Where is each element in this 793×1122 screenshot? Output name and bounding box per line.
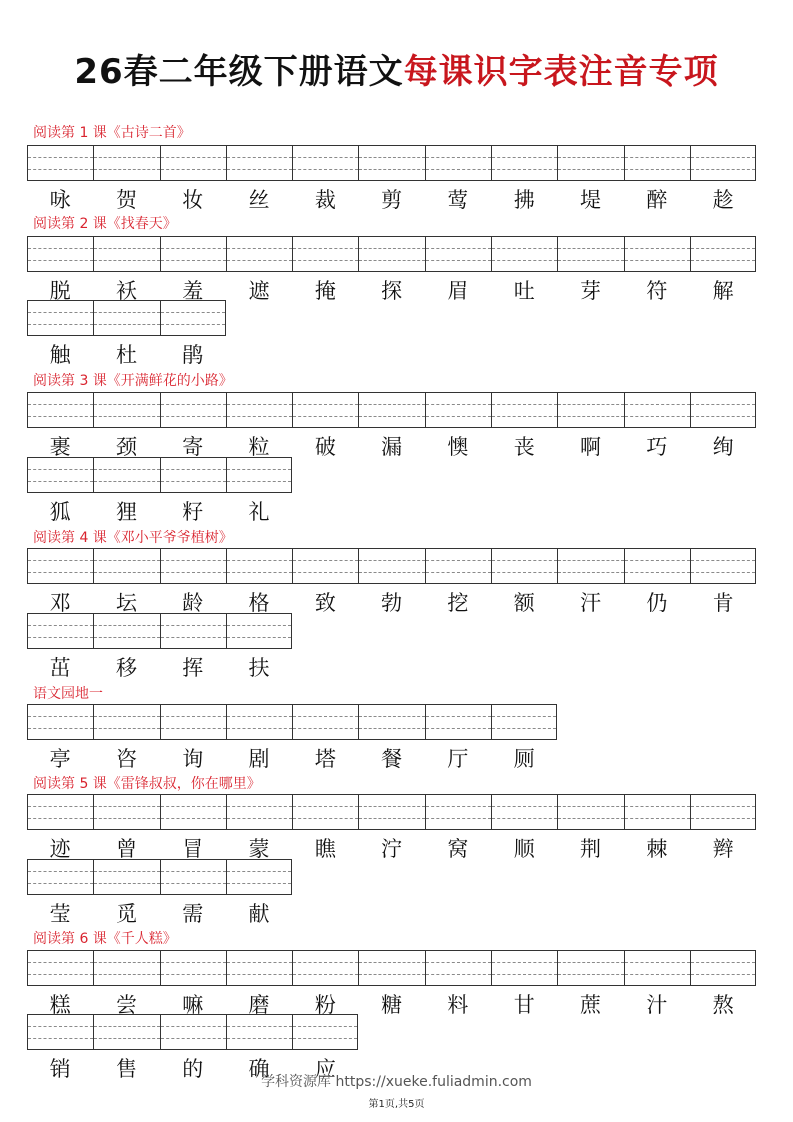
hanzi-character: 袄	[115, 279, 137, 303]
character-row	[27, 498, 292, 526]
pinyin-box[interactable]	[425, 236, 491, 272]
pinyin-box[interactable]	[226, 236, 292, 272]
pinyin-box[interactable]	[358, 236, 424, 272]
hanzi-character: 献	[248, 902, 270, 926]
pinyin-box[interactable]	[226, 392, 292, 428]
hanzi-character: 挖	[447, 591, 469, 615]
hanzi-character: 格	[248, 591, 270, 615]
hanzi-character: 漏	[381, 435, 403, 459]
hanzi-character: 荆	[580, 837, 602, 861]
hanzi-character: 莺	[447, 188, 469, 212]
hanzi-character: 勃	[381, 591, 403, 615]
hanzi-character: 蒙	[248, 837, 270, 861]
pinyin-grid-row	[27, 145, 756, 181]
hanzi-character: 贺	[115, 188, 137, 212]
pinyin-grid-row	[27, 1014, 358, 1050]
hanzi-character: 甘	[513, 993, 535, 1017]
pinyin-box[interactable]	[491, 548, 557, 584]
footer-source: 学科资源库 https://xueke.fuliadmin.com	[261, 1074, 532, 1090]
hanzi-character: 嘛	[182, 993, 204, 1017]
hanzi-character: 确	[248, 1057, 270, 1081]
pinyin-box[interactable]	[491, 704, 557, 740]
hanzi-character: 厅	[447, 747, 469, 771]
hanzi-character: 趁	[712, 188, 734, 212]
hanzi-character: 寄	[182, 435, 204, 459]
pinyin-box[interactable]	[160, 704, 226, 740]
hanzi-character: 籽	[182, 500, 204, 524]
section-heading: 阅读第 1 课《古诗二首》	[33, 125, 191, 141]
pinyin-box[interactable]	[27, 457, 93, 493]
hanzi-character: 醉	[646, 188, 668, 212]
pinyin-box[interactable]	[292, 704, 358, 740]
hanzi-character: 绚	[712, 435, 734, 459]
pinyin-box[interactable]	[358, 145, 424, 181]
pinyin-box[interactable]	[27, 236, 93, 272]
hanzi-character: 汁	[646, 993, 668, 1017]
hanzi-character: 遮	[248, 279, 270, 303]
pinyin-box[interactable]	[226, 704, 292, 740]
pinyin-box[interactable]	[27, 859, 93, 895]
pinyin-box[interactable]	[358, 704, 424, 740]
pinyin-box[interactable]	[292, 548, 358, 584]
character-row	[27, 745, 557, 773]
page-number: 第1页,共5页	[368, 1099, 425, 1110]
hanzi-character: 吐	[513, 279, 535, 303]
hanzi-character: 丝	[248, 188, 270, 212]
pinyin-box[interactable]	[690, 950, 756, 986]
pinyin-box[interactable]	[358, 950, 424, 986]
hanzi-character: 脱	[49, 279, 71, 303]
pinyin-grid-row	[27, 392, 756, 428]
character-row	[27, 654, 292, 682]
pinyin-box[interactable]	[160, 859, 226, 895]
hanzi-character: 咏	[49, 188, 71, 212]
hanzi-character: 仍	[646, 591, 668, 615]
pinyin-box[interactable]	[292, 236, 358, 272]
hanzi-character: 挥	[182, 656, 204, 680]
pinyin-box[interactable]	[425, 794, 491, 830]
pinyin-box[interactable]	[93, 548, 159, 584]
hanzi-character: 磨	[248, 993, 270, 1017]
hanzi-character: 迹	[49, 837, 71, 861]
pinyin-box[interactable]	[226, 548, 292, 584]
pinyin-box[interactable]	[491, 236, 557, 272]
hanzi-character: 塔	[314, 747, 336, 771]
hanzi-character: 移	[115, 656, 137, 680]
pinyin-box[interactable]	[491, 950, 557, 986]
hanzi-character: 糕	[49, 993, 71, 1017]
pinyin-box[interactable]	[226, 145, 292, 181]
pinyin-box[interactable]	[557, 548, 623, 584]
hanzi-character: 坛	[115, 591, 137, 615]
hanzi-character: 餐	[381, 747, 403, 771]
hanzi-character: 符	[646, 279, 668, 303]
hanzi-character: 销	[49, 1057, 71, 1081]
pinyin-box[interactable]	[93, 145, 159, 181]
pinyin-box[interactable]	[690, 145, 756, 181]
pinyin-box[interactable]	[425, 704, 491, 740]
hanzi-character: 狐	[49, 500, 71, 524]
hanzi-character: 杜	[115, 343, 137, 367]
pinyin-box[interactable]	[93, 236, 159, 272]
hanzi-character: 裁	[314, 188, 336, 212]
pinyin-box[interactable]	[93, 1014, 159, 1050]
pinyin-grid-row	[27, 236, 756, 272]
hanzi-character: 狸	[115, 500, 137, 524]
hanzi-character: 的	[182, 1057, 204, 1081]
pinyin-box[interactable]	[624, 392, 690, 428]
hanzi-character: 芽	[580, 279, 602, 303]
pinyin-grid-row	[27, 300, 226, 336]
pinyin-box[interactable]	[624, 950, 690, 986]
hanzi-character: 需	[182, 902, 204, 926]
hanzi-character: 裹	[49, 435, 71, 459]
pinyin-box[interactable]	[226, 457, 292, 493]
pinyin-grid-row	[27, 548, 756, 584]
hanzi-character: 熬	[712, 993, 734, 1017]
section-heading: 阅读第 3 课《开满鲜花的小路》	[33, 373, 233, 389]
hanzi-character: 亭	[49, 747, 71, 771]
section-heading: 语文园地一	[33, 686, 103, 702]
hanzi-character: 致	[314, 591, 336, 615]
pinyin-box[interactable]	[557, 392, 623, 428]
page-title	[0, 44, 793, 93]
pinyin-box[interactable]	[93, 392, 159, 428]
hanzi-character: 堤	[580, 188, 602, 212]
section-heading: 阅读第 5 课《雷锋叔叔，你在哪里》	[33, 776, 261, 792]
hanzi-character: 询	[182, 747, 204, 771]
hanzi-character: 糖	[381, 993, 403, 1017]
section-heading: 阅读第 4 课《邓小平爷爷植树》	[33, 530, 233, 546]
hanzi-character: 辫	[712, 837, 734, 861]
pinyin-box[interactable]	[690, 392, 756, 428]
hanzi-character: 莹	[49, 902, 71, 926]
pinyin-box[interactable]	[624, 145, 690, 181]
hanzi-character: 扶	[248, 656, 270, 680]
pinyin-box[interactable]	[226, 794, 292, 830]
pinyin-box[interactable]	[27, 1014, 93, 1050]
hanzi-character: 咨	[115, 747, 137, 771]
pinyin-box[interactable]	[27, 145, 93, 181]
pinyin-grid-row	[27, 457, 292, 493]
hanzi-character: 丧	[513, 435, 535, 459]
pinyin-box[interactable]	[226, 950, 292, 986]
pinyin-box[interactable]	[226, 1014, 292, 1050]
hanzi-character: 剧	[248, 747, 270, 771]
pinyin-box[interactable]	[624, 236, 690, 272]
pinyin-box[interactable]	[160, 457, 226, 493]
pinyin-grid-row	[27, 950, 756, 986]
pinyin-box[interactable]	[491, 392, 557, 428]
pinyin-box[interactable]	[160, 145, 226, 181]
hanzi-character: 曾	[115, 837, 137, 861]
hanzi-character: 妆	[182, 188, 204, 212]
hanzi-character: 料	[447, 993, 469, 1017]
pinyin-box[interactable]	[160, 950, 226, 986]
pinyin-box[interactable]	[690, 236, 756, 272]
pinyin-grid-row	[27, 794, 756, 830]
pinyin-box[interactable]	[160, 1014, 226, 1050]
pinyin-box[interactable]	[160, 794, 226, 830]
section-heading: 阅读第 6 课《千人糕》	[33, 931, 177, 947]
pinyin-box[interactable]	[93, 859, 159, 895]
hanzi-character: 应	[314, 1057, 336, 1081]
hanzi-character: 邓	[49, 591, 71, 615]
pinyin-box[interactable]	[292, 1014, 358, 1050]
pinyin-box[interactable]	[358, 794, 424, 830]
pinyin-grid-row	[27, 859, 292, 895]
pinyin-box[interactable]	[160, 613, 226, 649]
title-part2: 每课识字表注音专项	[403, 52, 719, 92]
pinyin-box[interactable]	[226, 859, 292, 895]
hanzi-character: 解	[712, 279, 734, 303]
pinyin-box[interactable]	[292, 145, 358, 181]
hanzi-character: 窝	[447, 837, 469, 861]
pinyin-box[interactable]	[292, 950, 358, 986]
pinyin-box[interactable]	[557, 236, 623, 272]
pinyin-box[interactable]	[27, 950, 93, 986]
pinyin-box[interactable]	[93, 300, 159, 336]
character-row	[27, 186, 756, 214]
pinyin-box[interactable]	[425, 548, 491, 584]
hanzi-character: 粒	[248, 435, 270, 459]
hanzi-character: 眉	[447, 279, 469, 303]
hanzi-character: 触	[49, 343, 71, 367]
pinyin-box[interactable]	[27, 704, 93, 740]
pinyin-box[interactable]	[93, 794, 159, 830]
pinyin-box[interactable]	[690, 794, 756, 830]
pinyin-box[interactable]	[624, 794, 690, 830]
hanzi-character: 剪	[381, 188, 403, 212]
hanzi-character: 巧	[646, 435, 668, 459]
hanzi-character: 啊	[580, 435, 602, 459]
hanzi-character: 羞	[182, 279, 204, 303]
pinyin-box[interactable]	[93, 613, 159, 649]
pinyin-box[interactable]	[292, 392, 358, 428]
pinyin-box[interactable]	[160, 392, 226, 428]
pinyin-box[interactable]	[27, 392, 93, 428]
hanzi-character: 粉	[314, 993, 336, 1017]
pinyin-box[interactable]	[690, 548, 756, 584]
hanzi-character: 蔗	[580, 993, 602, 1017]
character-row	[27, 341, 226, 369]
hanzi-character: 尝	[115, 993, 137, 1017]
pinyin-box[interactable]	[491, 794, 557, 830]
pinyin-box[interactable]	[292, 794, 358, 830]
pinyin-grid-row	[27, 613, 292, 649]
hanzi-character: 厕	[513, 747, 535, 771]
hanzi-character: 颈	[115, 435, 137, 459]
pinyin-box[interactable]	[27, 548, 93, 584]
pinyin-box[interactable]	[557, 145, 623, 181]
hanzi-character: 鹃	[182, 343, 204, 367]
pinyin-box[interactable]	[27, 300, 93, 336]
pinyin-box[interactable]	[557, 794, 623, 830]
pinyin-box[interactable]	[358, 392, 424, 428]
hanzi-character: 泞	[381, 837, 403, 861]
hanzi-character: 龄	[182, 591, 204, 615]
hanzi-character: 冒	[182, 837, 204, 861]
pinyin-box[interactable]	[624, 548, 690, 584]
pinyin-grid-row	[27, 704, 557, 740]
hanzi-character: 额	[513, 591, 535, 615]
pinyin-box[interactable]	[491, 145, 557, 181]
pinyin-box[interactable]	[226, 613, 292, 649]
pinyin-box[interactable]	[358, 548, 424, 584]
hanzi-character: 觅	[115, 902, 137, 926]
pinyin-box[interactable]	[160, 236, 226, 272]
hanzi-character: 拂	[513, 188, 535, 212]
pinyin-box[interactable]	[93, 704, 159, 740]
hanzi-character: 售	[115, 1057, 137, 1081]
section-heading: 阅读第 2 课《找春天》	[33, 216, 177, 232]
hanzi-character: 掩	[314, 279, 336, 303]
pinyin-box[interactable]	[425, 950, 491, 986]
hanzi-character: 瞧	[314, 837, 336, 861]
character-row	[27, 900, 292, 928]
pinyin-box[interactable]	[557, 950, 623, 986]
hanzi-character: 茁	[49, 656, 71, 680]
pinyin-box[interactable]	[425, 392, 491, 428]
pinyin-box[interactable]	[27, 613, 93, 649]
hanzi-character: 顺	[513, 837, 535, 861]
hanzi-character: 棘	[646, 837, 668, 861]
hanzi-character: 探	[381, 279, 403, 303]
pinyin-box[interactable]	[425, 145, 491, 181]
pinyin-box[interactable]	[93, 950, 159, 986]
hanzi-character: 礼	[248, 500, 270, 524]
pinyin-box[interactable]	[27, 794, 93, 830]
pinyin-box[interactable]	[93, 457, 159, 493]
hanzi-character: 汗	[580, 591, 602, 615]
hanzi-character: 懊	[447, 435, 469, 459]
pinyin-box[interactable]	[160, 300, 226, 336]
hanzi-character: 破	[314, 435, 336, 459]
hanzi-character: 肯	[712, 591, 734, 615]
title-part1: 26春二年级下册语文	[74, 52, 404, 92]
pinyin-box[interactable]	[160, 548, 226, 584]
